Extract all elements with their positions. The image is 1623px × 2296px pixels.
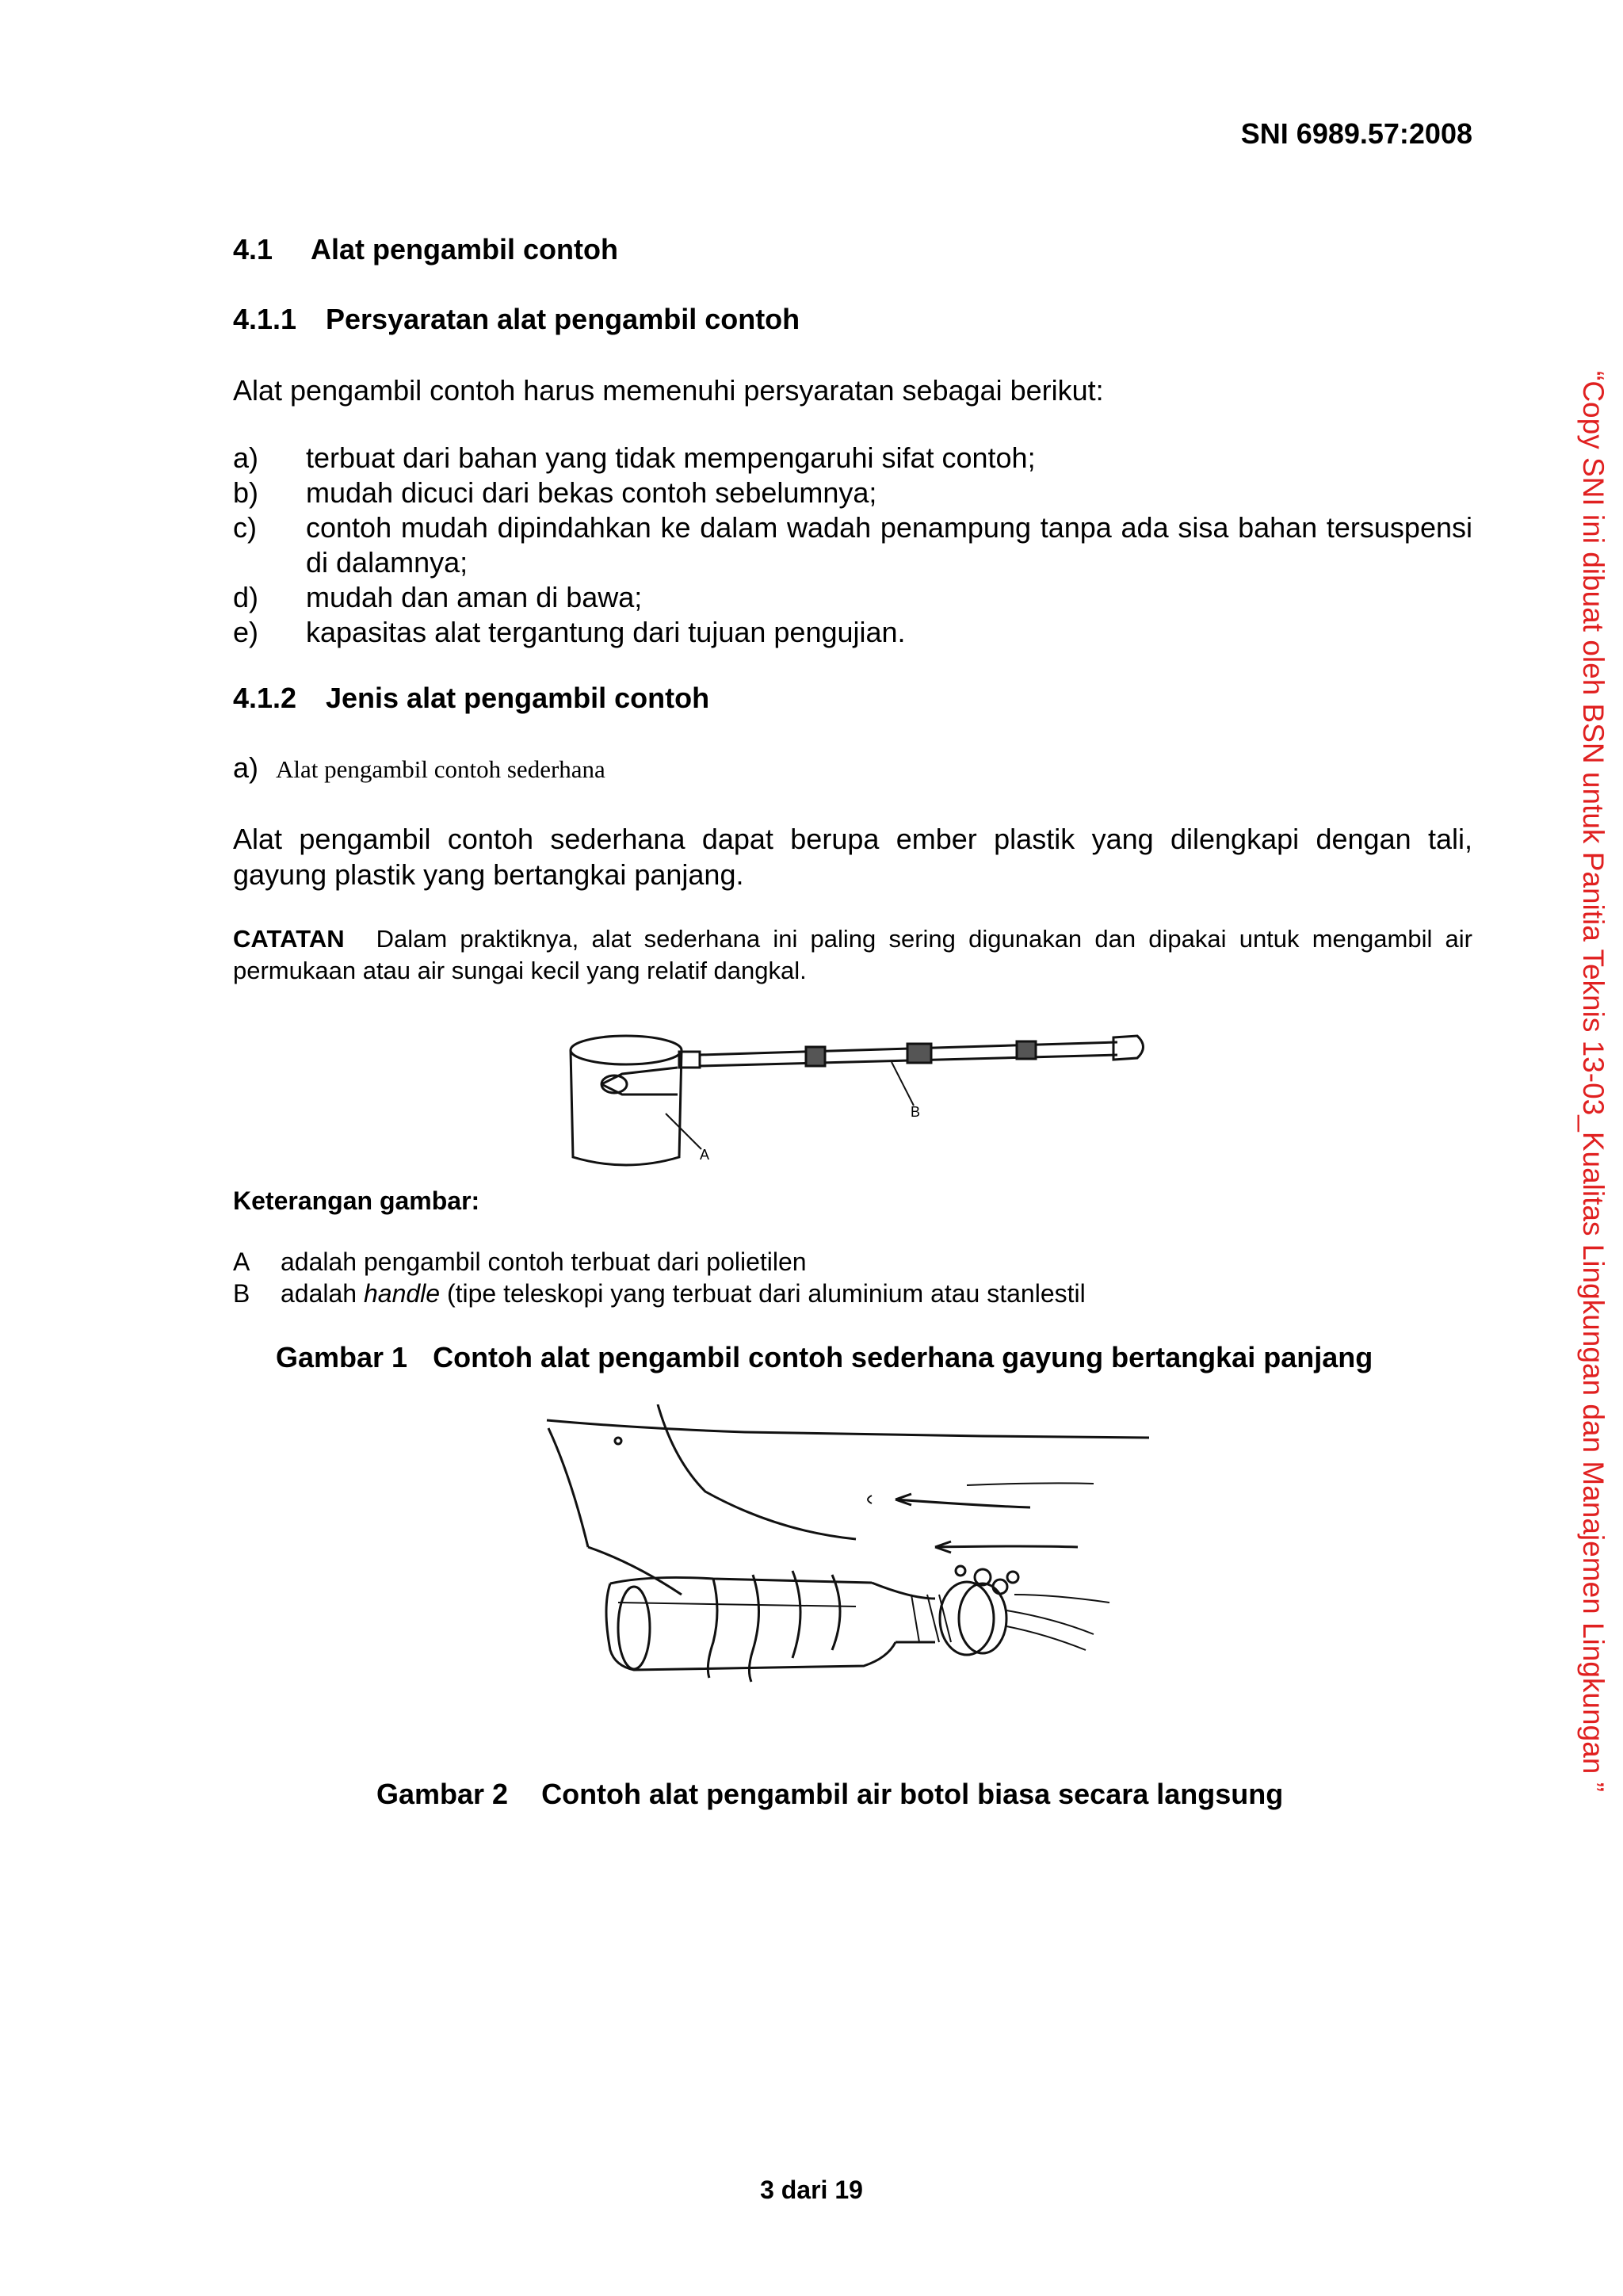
cup-body — [571, 1050, 682, 1165]
note-text: Dalam praktiknya, alat sederhana ini paling sering digunakan dan dipakai untuk mengambil air permukaan atau air sungai kecil yang relatif dangkal. — [233, 925, 1472, 984]
page-number: 3 dari 19 — [760, 2176, 863, 2204]
subtype-text: Alat pengambil contoh sederhana — [276, 755, 605, 783]
label-a: A — [700, 1147, 710, 1163]
list-marker: b) — [233, 476, 259, 509]
list-item — [233, 580, 1472, 615]
list-marker: c) — [233, 511, 257, 544]
legend-row — [233, 1246, 1086, 1278]
cup-rim — [571, 1036, 682, 1064]
caption-number: Gambar 2 — [376, 1778, 509, 1810]
legend-key: A — [233, 1247, 250, 1276]
legend-key: B — [233, 1279, 250, 1308]
figure-2-caption — [376, 1778, 1283, 1811]
figure-1-drawing — [559, 1018, 1153, 1185]
requirements-list — [233, 441, 1472, 650]
list-text: kapasitas alat tergantung dari tujuan pengujian. — [306, 616, 906, 648]
copy-watermark: “Copy SNI ini dibuat oleh BSN untuk Panitia Teknis 13-03_Kualitas Lingkungan dan Manajemen Lingkungan ” — [1577, 371, 1610, 1792]
list-marker: e) — [233, 616, 259, 648]
figure-legend — [233, 1246, 1086, 1309]
legend-text: adalah — [281, 1279, 364, 1308]
section-heading-4-1-1 — [233, 303, 800, 336]
subtype-marker: a) — [233, 751, 259, 784]
document-code: SNI 6989.57:2008 — [1240, 117, 1472, 150]
intro-paragraph: Alat pengambil contoh harus memenuhi persyaratan sebagai berikut: — [233, 374, 1104, 407]
list-item — [233, 441, 1472, 476]
water-surface — [547, 1420, 1149, 1438]
section-number: 4.1.1 — [233, 303, 297, 335]
legend-text-rest: (tipe teleskopi yang terbuat dari aluminium atau stanlestil — [440, 1279, 1086, 1308]
list-text: mudah dicuci dari bekas contoh sebelumnya; — [306, 476, 877, 509]
caption-number: Gambar 1 — [276, 1341, 408, 1373]
caption-text: Contoh alat pengambil contoh sederhana gayung bertangkai panjang — [433, 1341, 1373, 1373]
note-label: CATATAN — [233, 925, 345, 953]
legend-row — [233, 1278, 1086, 1309]
section-number: 4.1.2 — [233, 682, 297, 714]
section-number: 4.1 — [233, 233, 273, 266]
figure-legend-title: Keterangan gambar: — [233, 1186, 480, 1215]
simple-sampler-description: Alat pengambil contoh sederhana dapat berupa ember plastik yang dilengkapi dengan tali, gayung plastik yang bertangkai panjang. — [233, 823, 1472, 891]
label-b: B — [911, 1104, 921, 1120]
list-marker: a) — [233, 441, 259, 474]
list-text: mudah dan aman di bawa; — [306, 581, 643, 613]
note-paragraph — [233, 923, 1472, 987]
section-title: Alat pengambil contoh — [311, 233, 619, 266]
section-title: Jenis alat pengambil contoh — [326, 682, 710, 714]
section-heading-4-1 — [233, 233, 618, 266]
list-item — [233, 615, 1472, 650]
list-text: terbuat dari bahan yang tidak mempengaruhi sifat contoh; — [306, 441, 1036, 474]
section-heading-4-1-2 — [233, 682, 709, 715]
legend-emphasis: handle — [363, 1279, 441, 1308]
figure-2-drawing — [539, 1404, 1157, 1737]
figure-1-caption — [276, 1341, 1373, 1374]
list-item — [233, 476, 1472, 510]
list-item — [233, 510, 1472, 580]
legend-text: adalah pengambil contoh terbuat dari polietilen — [281, 1247, 807, 1276]
section-title: Persyaratan alat pengambil contoh — [326, 303, 800, 335]
list-marker: d) — [233, 581, 259, 613]
list-text: contoh mudah dipindahkan ke dalam wadah penampung tanpa ada sisa bahan tersuspensi di dalamnya; — [306, 511, 1472, 579]
subtype-heading — [233, 751, 605, 785]
caption-text: Contoh alat pengambil air botol biasa secara langsung — [541, 1778, 1284, 1810]
